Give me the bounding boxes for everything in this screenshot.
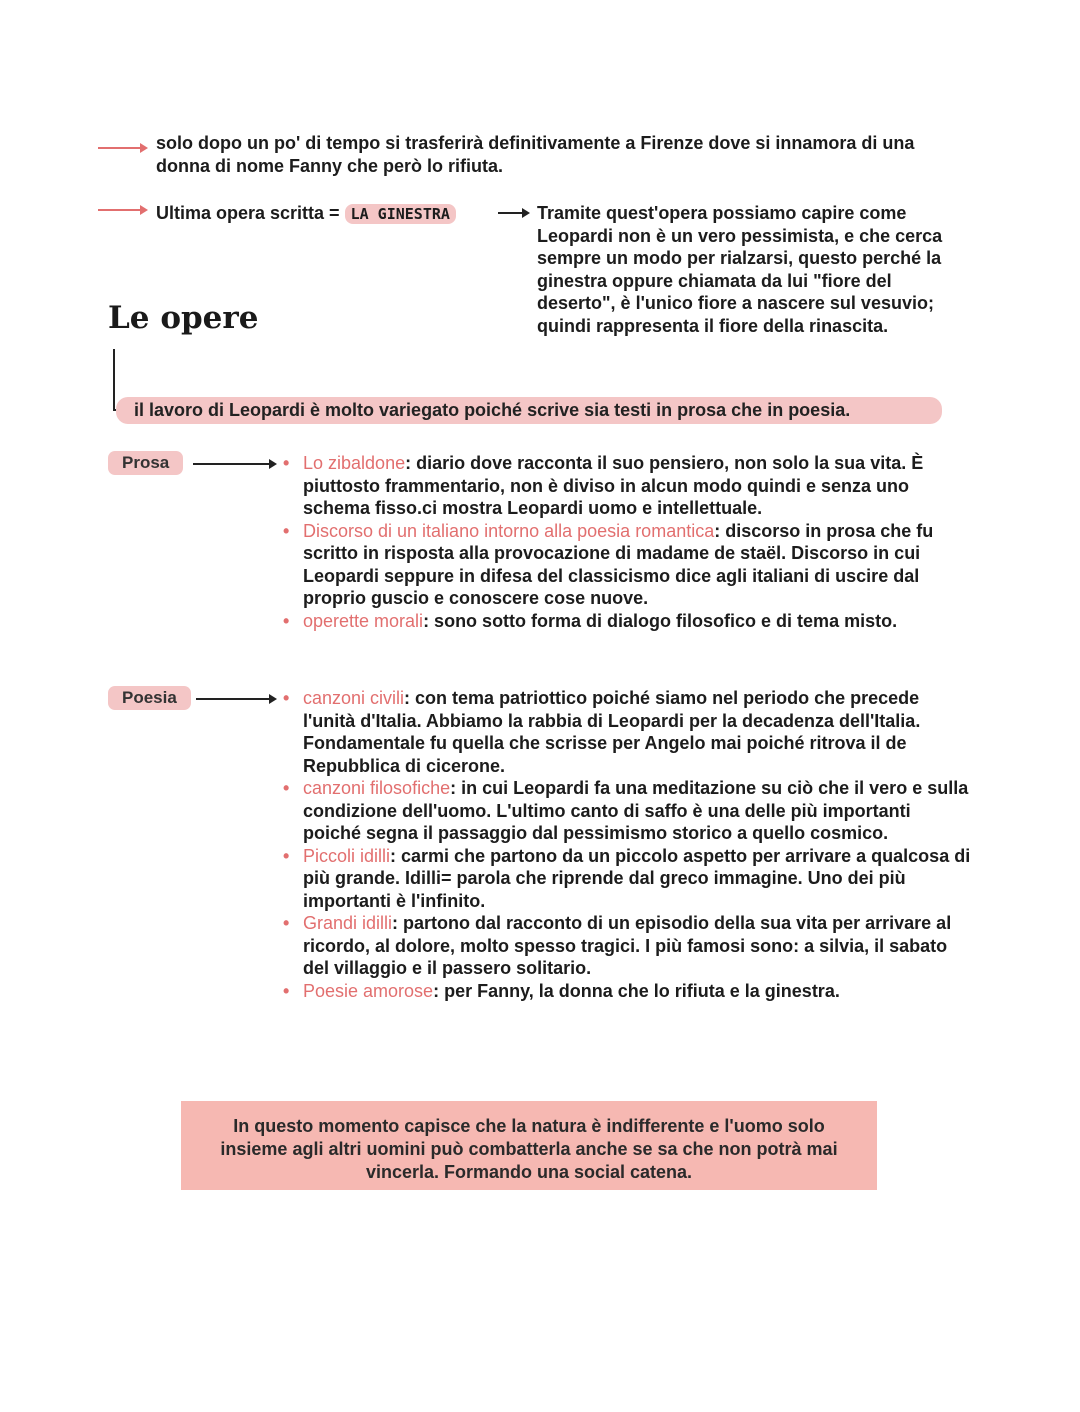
prosa-item-discorso: • Discorso di un italiano intorno alla poesia romantica: discorso in prosa che fu scritto in risposta alla provocazione di madame de staël. Discorso in cui Leopardi seppure in difesa del classicismo dice agli italiani di uscire dal proprio guscio e conoscere cose nuove. (303, 520, 963, 610)
intro-text: solo dopo un po' di tempo si trasferirà definitivamente a Firenze dove si innamora di una donna di nome Fanny che però lo rifiuta. (156, 133, 915, 176)
poesia-item-poesie-amorose: • Poesie amorose: per Fanny, la donna che lo rifiuta e la ginestra. (303, 980, 971, 1003)
poesia-item-piccoli-idilli: • Piccoli idilli: carmi che partono da un piccolo aspetto per arrivare a qualcosa di più grande. Idilli= parola che riprende dal greco immagine. Uno dei più importanti è l'infinito. (303, 845, 971, 913)
poesia-label: Poesia (108, 686, 191, 710)
prosa-item-operette: • operette morali: sono sotto forma di dialogo filosofico e di tema misto. (303, 610, 963, 633)
last-work-description: Tramite quest'opera possiamo capire come Leopardi non è un vero pessimista, e che cerca sempre un modo per rialzarsi, questo perché la ginestra oppure chiamata da lui "fiore del deserto", è l'unico fiore a nascere sul vesuvio; quindi rappresenta il fiore della rinascita. (537, 203, 943, 336)
last-work-label: Ultima opera scritta = (156, 203, 340, 223)
prosa-label: Prosa (108, 451, 183, 475)
prosa-item-zibaldone: • Lo zibaldone: diario dove racconta il suo pensiero, non solo la sua vita. È piuttosto frammentario, non è diviso in alcun modo quindi e senza uno schema fisso.ci mostra Leopardi uomo e intellettuale. (303, 452, 963, 520)
last-work-line (156, 202, 456, 226)
conclusion-note: In questo momento capisce che la natura è indifferente e l'uomo solo insieme agli altri uomini può combatterla anche se sa che non potrà mai vincerla. Formando una social catena. (181, 1101, 877, 1190)
poesia-item-canzoni-filosofiche: • canzoni filosofiche: in cui Leopardi fa una meditazione su ciò che il vero e sulla condizione dell'uomo. L'ultimo canto di saffo è una delle più importanti poiché segna il passaggio dal pessimismo storico a quello cosmico. (303, 777, 971, 845)
poesia-item-canzoni-civili: • canzoni civili: con tema patriottico poiché siamo nel periodo che precede l'unità d'Italia. Abbiamo la rabbia di Leopardi per la decadenza dell'Italia. Fondamentale fu quella che scrisse per Angelo mai poiché ritrova il de Repubblica di cicerone. (303, 687, 971, 777)
poesia-list (303, 687, 971, 1002)
section-banner: il lavoro di Leopardi è molto variegato poiché scrive sia testi in prosa che in poesia. (116, 397, 942, 424)
section-title: Le opere (108, 300, 259, 336)
last-work-title: LA GINESTRA (345, 204, 456, 224)
prosa-list (303, 452, 963, 632)
poesia-item-grandi-idilli: • Grandi idilli: partono dal racconto di un episodio della sua vita per arrivare al ricordo, al dolore, molto spesso tragici. I più famosi sono: a silvia, il sabato del villaggio e il passero solitario. (303, 912, 971, 980)
